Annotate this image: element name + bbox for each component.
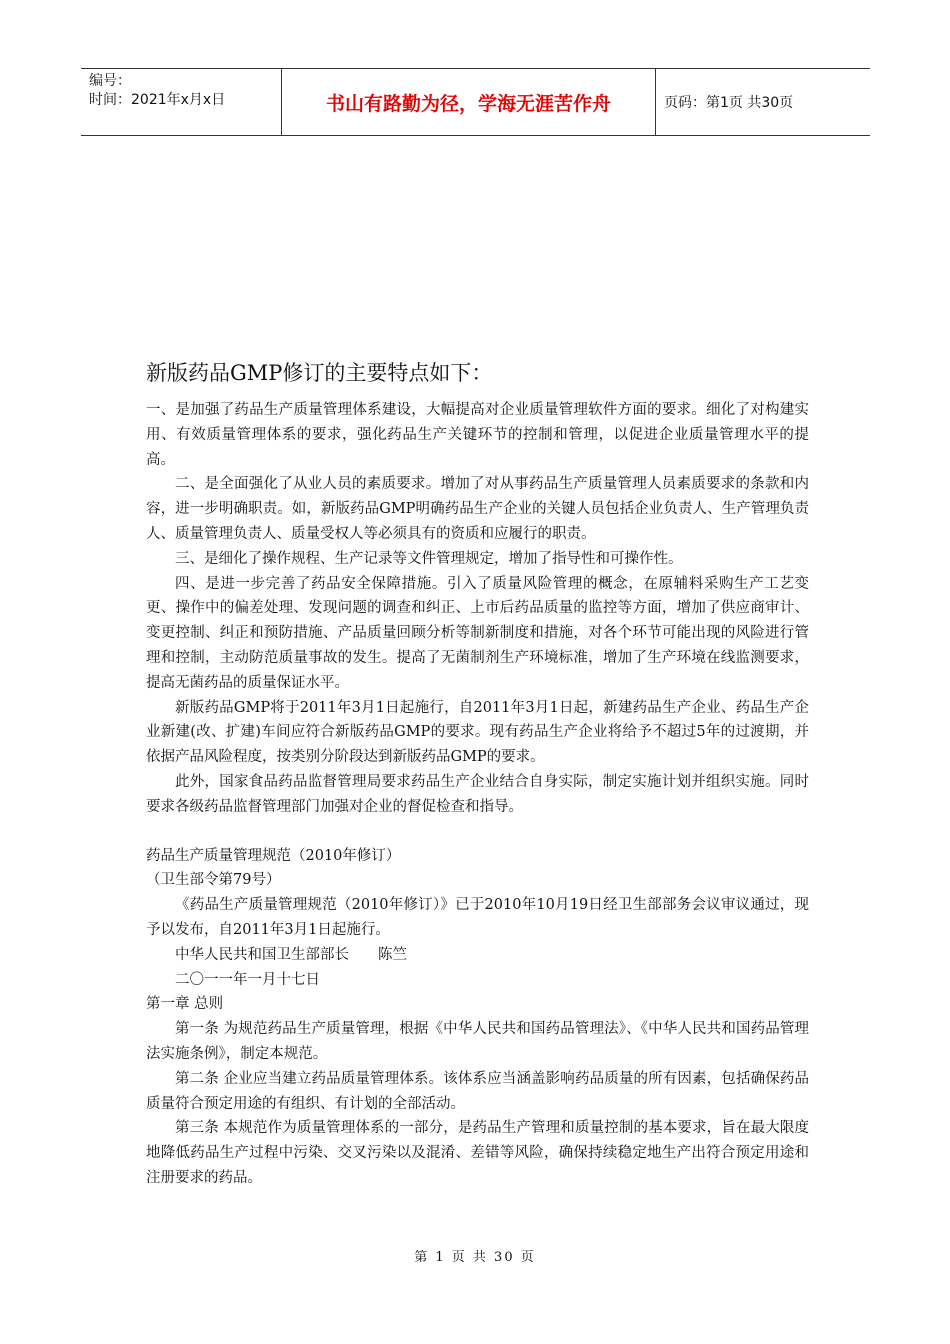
document-date: 时间：2021年x月x日 — [89, 92, 226, 108]
regulation-order: （卫生部令第79号） — [146, 872, 281, 889]
article-2: 第二条 企业应当建立药品质量管理体系。该体系应当涵盖影响药品质量的所有因素，包括确保药品质量符合预定用途的有组织、有计划的全部活动。 — [146, 1070, 809, 1112]
document-title: 新版药品GMP修订的主要特点如下： — [146, 361, 493, 385]
article-3: 第三条 本规范作为质量管理体系的一部分，是药品生产管理和质量控制的基本要求，旨在最大限度地降低药品生产过程中污染、交叉污染以及混淆、差错等风险，确保持续稳定地生产出符合预定用途和注册要求的药品。 — [146, 1120, 809, 1186]
regulation-date: 二〇一一年一月十七日 — [175, 971, 320, 988]
document-body — [146, 358, 809, 1191]
paragraph-4: 四、是进一步完善了药品安全保障措施。引入了质量风险管理的概念，在原辅料采购生产工艺变更、操作中的偏差处理、发现问题的调查和纠正、上市后药品质量的监控等方面，增加了供应商审计、变更控制、纠正和预防措施、产品质量回顾分析等制新制度和措施，对各个环节可能出现的风险进行管理和控制，主动防范质量事故的发生。提高了无菌制剂生产环境标准，增加了生产环境在线监测要求，提高无菌药品的质量保证水平。 — [146, 575, 809, 691]
header-motto: 书山有路勤为径，学海无涯苦作舟 — [282, 69, 656, 135]
page-footer: 第 1 页 共 30 页 — [414, 1250, 536, 1265]
regulation-name: 药品生产质量管理规范（2010年修订） — [146, 847, 401, 864]
paragraph-1: 一、是加强了药品生产质量管理体系建设，大幅提高对企业质量管理软件方面的要求。细化了对构建实用、有效质量管理体系的要求，强化药品生产关键环节的控制和管理，以促进企业质量管理水平的提高。 — [146, 402, 809, 468]
regulation-intro: 《药品生产质量管理规范（2010年修订）》已于2010年10月19日经卫生部部务会议审议通过，现予以发布，自2011年3月1日起施行。 — [146, 897, 809, 938]
regulation-signer: 中华人民共和国卫生部部长 陈竺 — [175, 946, 407, 963]
paragraph-2: 二、是全面强化了从业人员的素质要求。增加了对从事药品生产质量管理人员素质要求的条款和内容，进一步明确职责。如，新版药品GMP明确药品生产企业的关键人员包括企业负责人、生产管理负责人、质量管理负责人、质量受权人等必须具有的资质和应履行的职责。 — [146, 476, 809, 542]
page-header — [81, 68, 870, 136]
document-number-label: 编号： — [89, 73, 131, 89]
header-page-info: 页码：第1页 共30页 — [664, 95, 794, 111]
paragraph-3: 三、是细化了操作规程、生产记录等文件管理规定，增加了指导性和可操作性。 — [175, 550, 683, 567]
header-meta — [81, 69, 282, 135]
chapter-heading: 第一章 总则 — [146, 996, 224, 1013]
article-1: 第一条 为规范药品生产质量管理，根据《中华人民共和国药品管理法》、《中华人民共和国药品管理法实施条例》，制定本规范。 — [146, 1021, 809, 1062]
paragraph-5: 新版药品GMP将于2011年3月1日起施行，自2011年3月1日起，新建药品生产企业、药品生产企业新建(改、扩建)车间应符合新版药品GMP的要求。现有药品生产企业将给予不超过5年的过渡期，并依据产品风险程度，按类别分阶段达到新版药品GMP的要求。 — [146, 699, 809, 766]
paragraph-6: 此外，国家食品药品监督管理局要求药品生产企业结合自身实际，制定实施计划并组织实施。同时要求各级药品监督管理部门加强对企业的督促检查和指导。 — [146, 773, 809, 815]
